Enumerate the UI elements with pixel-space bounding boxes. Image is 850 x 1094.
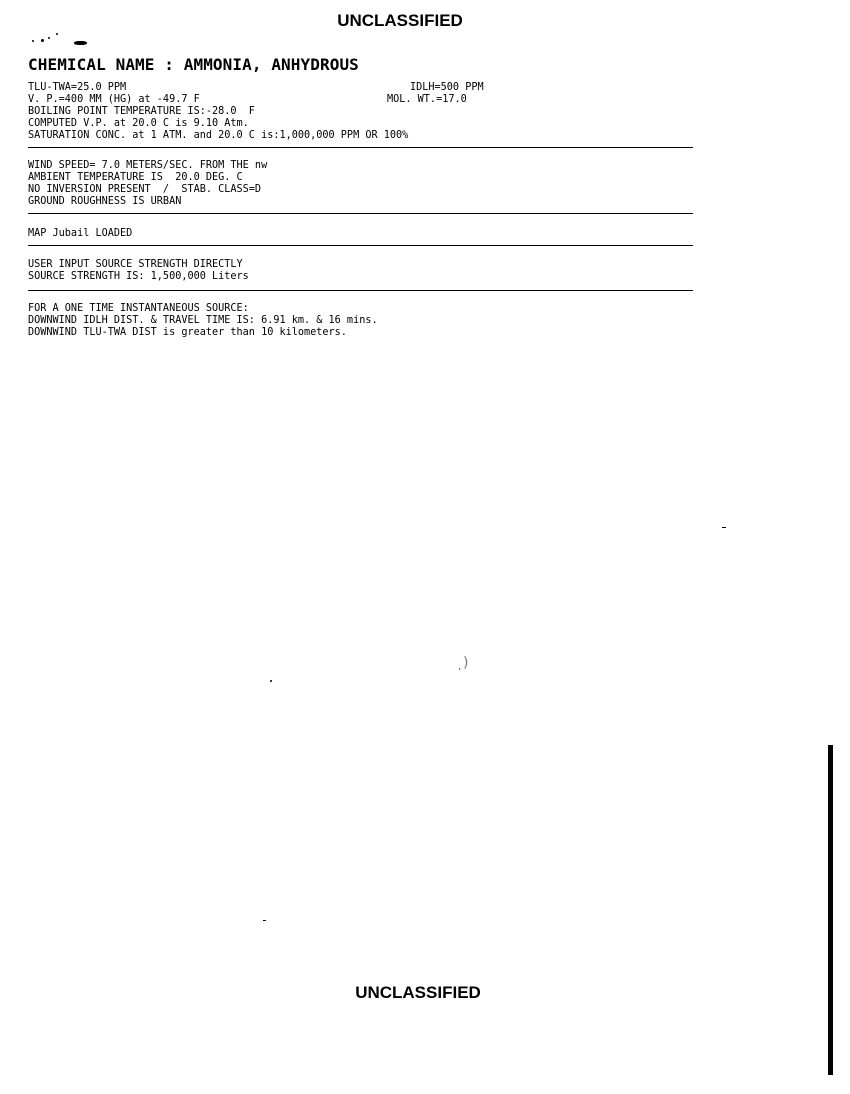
saturation-concentration: SATURATION CONC. at 1 ATM. and 20.0 C is:1,000,000 PPM OR 100% xyxy=(28,130,409,141)
scan-speck xyxy=(74,41,87,45)
computed-vapor-pressure: COMPUTED V.P. at 20.0 C is 9.10 Atm. xyxy=(28,118,249,129)
results-heading: FOR A ONE TIME INSTANTANEOUS SOURCE: xyxy=(28,303,249,314)
section-divider xyxy=(28,147,693,148)
wind-speed: WIND SPEED= 7.0 METERS/SEC. FROM THE nw xyxy=(28,160,268,171)
tlv-value: TLU-TWA=25.0 PPM xyxy=(28,82,127,93)
chemical-name-title: CHEMICAL NAME : AMMONIA, ANHYDROUS xyxy=(28,55,359,74)
inversion-stability: NO INVERSION PRESENT / STAB. CLASS=D xyxy=(28,184,262,195)
section-divider xyxy=(28,213,693,214)
vapor-pressure: V. P.=400 MM (HG) at -49.7 F xyxy=(28,94,200,105)
idlh-value: IDLH=500 PPM xyxy=(410,82,484,93)
idlh-distance: DOWNWIND IDLH DIST. & TRAVEL TIME IS: 6.91 km. & 16 mins. xyxy=(28,315,378,326)
section-divider xyxy=(28,245,693,246)
scan-speck xyxy=(32,40,34,42)
source-strength: SOURCE STRENGTH IS: 1,500,000 Liters xyxy=(28,271,249,282)
source-mode: USER INPUT SOURCE STRENGTH DIRECTLY xyxy=(28,259,243,270)
classification-footer: UNCLASSIFIED xyxy=(355,983,481,1002)
molecular-weight: MOL. WT.=17.0 xyxy=(387,94,467,105)
tlv-distance: DOWNWIND TLU-TWA DIST is greater than 10 kilometers. xyxy=(28,327,347,338)
ambient-temperature: AMBIENT TEMPERATURE IS 20.0 DEG. C xyxy=(28,172,243,183)
boiling-point: BOILING POINT TEMPERATURE IS:-28.0 F xyxy=(28,106,255,117)
scan-speck xyxy=(263,920,266,921)
ground-roughness: GROUND ROUGHNESS IS URBAN xyxy=(28,196,182,207)
map-status: MAP Jubail LOADED xyxy=(28,228,133,239)
scan-speck xyxy=(270,680,272,682)
scan-speck xyxy=(41,39,44,42)
scan-speck xyxy=(56,33,58,35)
section-divider xyxy=(28,290,693,291)
classification-header: UNCLASSIFIED xyxy=(337,11,463,30)
scan-speck xyxy=(722,527,726,528)
scan-speck xyxy=(48,37,50,39)
scan-mark: ͺ) xyxy=(456,655,469,671)
margin-bar xyxy=(828,745,833,1075)
